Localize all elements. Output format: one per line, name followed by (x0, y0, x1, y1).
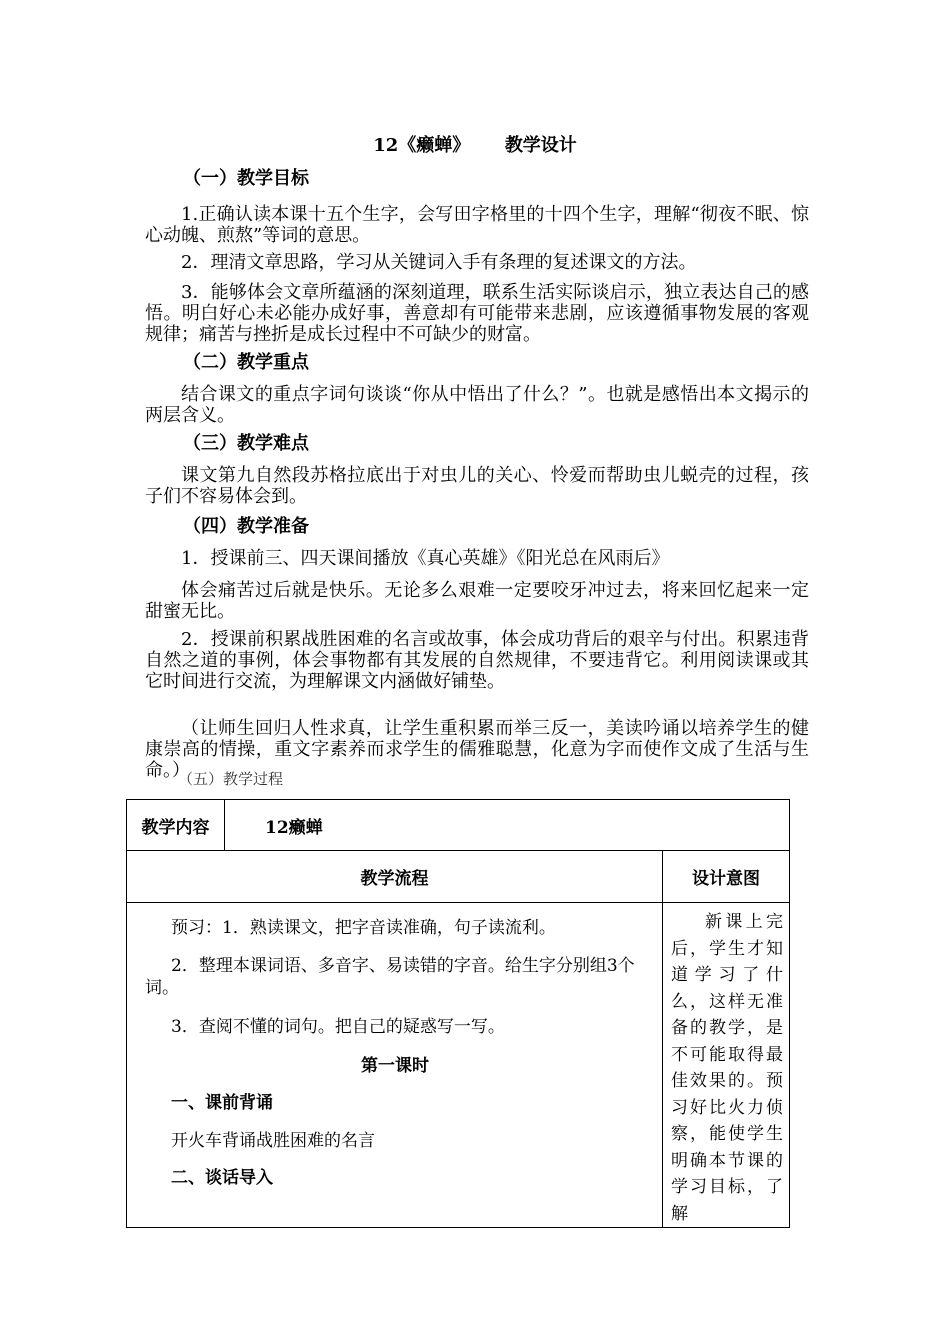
section-heading-goals: （一）教学目标 (183, 168, 309, 189)
step-1-text: 开火车背诵战胜困难的名言 (171, 1131, 375, 1151)
goal-paragraph-3: 3．能够体会文章所蕴涵的深刻道理，联系生活实际谈启示，独立表达自己的感悟。明白好心未必能办成好事，善意却有可能带来悲剧，应该遵循事物发展的客观规律；痛苦与挫折是成长过程中不可缺少的财富。 (145, 282, 809, 345)
section-heading-process: （五）教学过程 (178, 770, 284, 788)
key-points-paragraph: 结合课文的重点字词句谈谈“你从中悟出了什么？”。也就是感悟出本文揭示的两层含义。 (145, 384, 809, 426)
intent-header-cell (663, 851, 790, 903)
teaching-process-table (126, 799, 790, 1228)
step-heading-1: 一、课前背诵 (171, 1093, 273, 1113)
prep-paragraph-1b: 体会痛苦过后就是快乐。无论多么艰难一定要咬牙冲过去，将来回忆起来一定甜蜜无比。 (145, 580, 809, 622)
flow-header-cell (127, 851, 663, 903)
section-heading-key-points: （二）教学重点 (183, 352, 309, 373)
goal-paragraph-1: 1.正确认读本课十五个生字，会写田字格里的十四个生字，理解“彻夜不眠、惊心动魄、煎熬”等词的意思。 (145, 204, 809, 246)
flow-content-cell (127, 903, 663, 1228)
section-heading-difficulties: （三）教学难点 (183, 433, 309, 454)
preview-item-3: 3．查阅不懂的词句。把自己的疑惑写一写。 (171, 1017, 505, 1037)
intent-text: 新课上完后，学生才知道学习了什么，这样无准备的教学，是不可能取得最佳效果的。预习好比火力侦察，能使学生明确本节课的学习目标，了解 (671, 912, 783, 1224)
content-label: 教学内容 (141, 817, 210, 838)
prep-paragraph-1: 1．授课前三、四天课间播放《真心英雄》《阳光总在风雨后》 (181, 548, 670, 569)
title-suffix: 教学设计 (504, 135, 577, 156)
intent-content-cell (663, 903, 790, 1228)
intent-header: 设计意图 (692, 869, 760, 889)
preview-item-2: 2．整理本课词语、多音字、易读错的字音。给生字分别组3个词。 (145, 956, 635, 998)
goal-paragraph-2: 2．理清文章思路，学习从关键词入手有条理的复述课文的方法。 (181, 252, 697, 273)
note-paragraph: （让师生回归人性求真，让学生重积累而举三反一，美读吟诵以培养学生的健康崇高的情操，重文字素养而求学生的儒雅聪慧，化意为字而使作文成了生活与生命。） (145, 718, 809, 781)
section-heading-preparation: （四）教学准备 (183, 516, 309, 537)
content-value-cell (225, 800, 790, 851)
difficulties-paragraph: 课文第九自然段苏格拉底出于对虫儿的关心、怜爱而帮助虫儿蜕壳的过程，孩子们不容易体会到。 (145, 465, 809, 507)
flow-header: 教学流程 (360, 869, 429, 889)
prep-paragraph-2: 2．授课前积累战胜困难的名言或故事，体会成功背后的艰辛与付出。积累违背自然之道的事例，体会事物都有其发展的自然规律，不要违背它。利用阅读课或其它时间进行交流，为理解课文内涵做好铺垫。 (145, 629, 809, 692)
table-row (127, 851, 790, 903)
step-heading-2: 二、谈话导入 (171, 1168, 273, 1188)
content-label-cell (127, 800, 225, 851)
page-title (0, 134, 950, 158)
content-value: 12癞蝉 (265, 817, 323, 838)
table-row (127, 903, 790, 1228)
table-row (127, 800, 790, 851)
title-main: 12《癞蝉》 (373, 135, 471, 156)
lesson-heading: 第一课时 (361, 1056, 429, 1076)
preview-item-1: 预习：1．熟读课文，把字音读准确，句子读流利。 (171, 918, 556, 938)
